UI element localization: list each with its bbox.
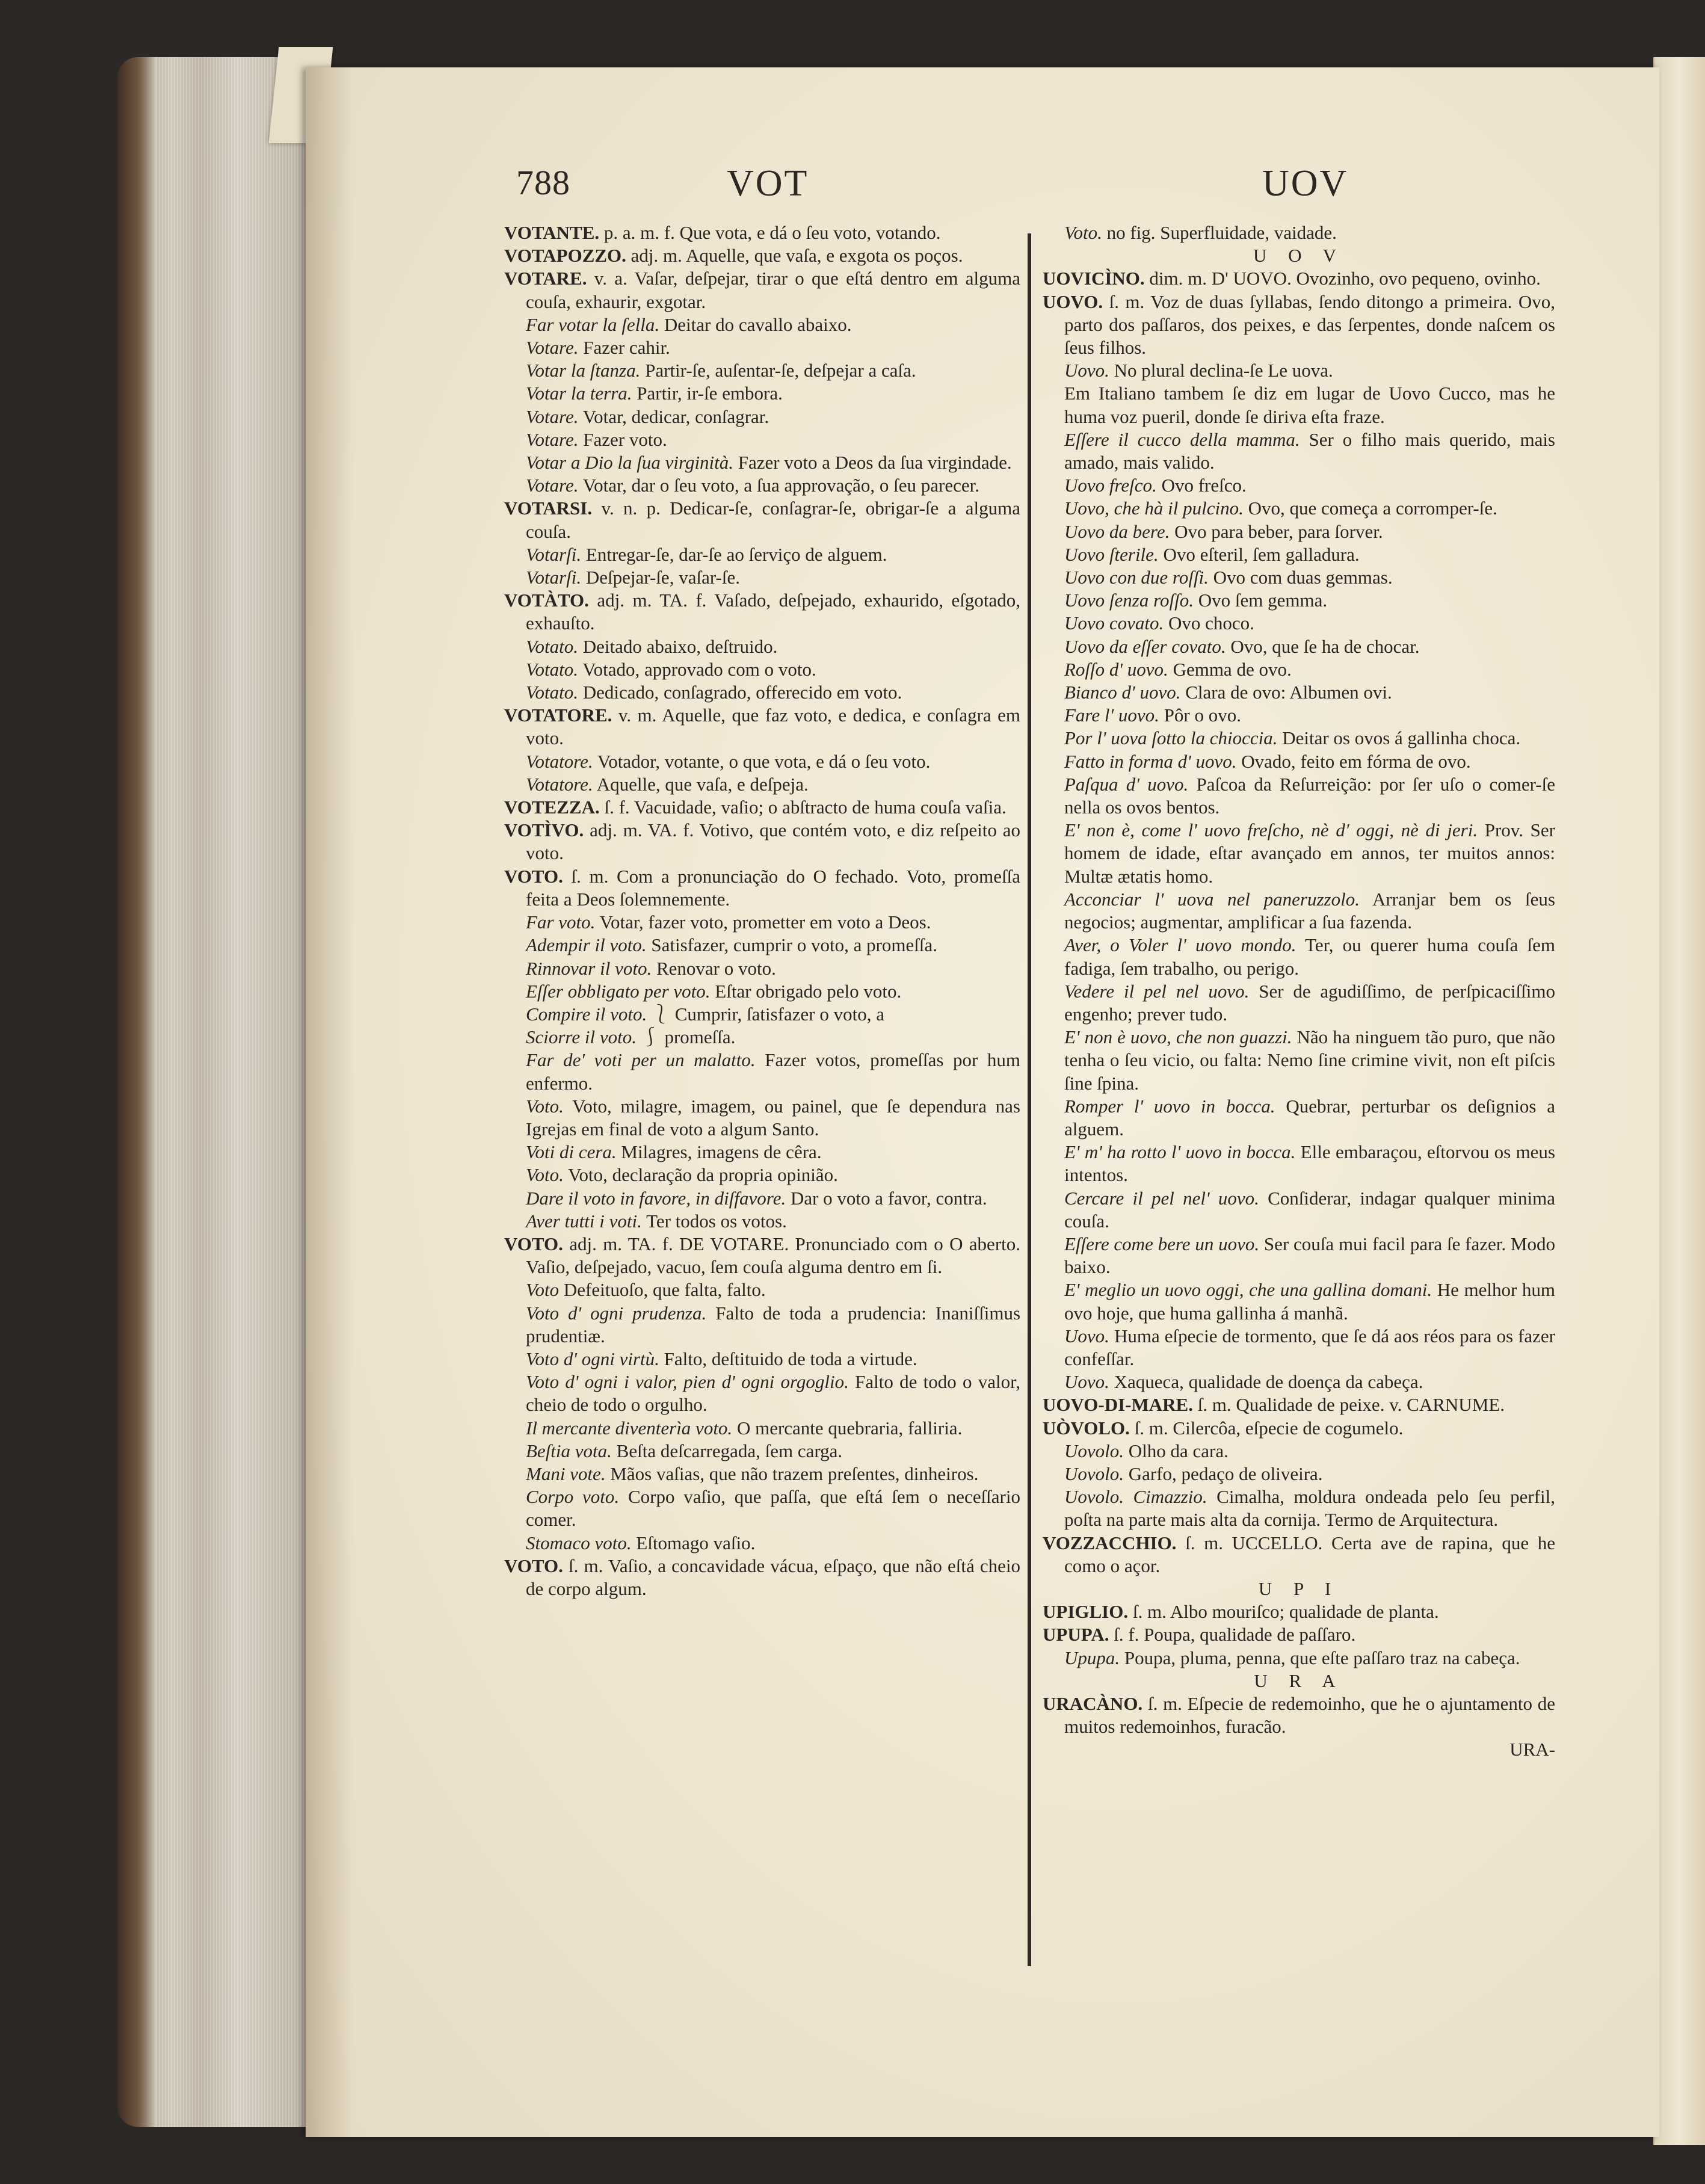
portuguese-definition: Dedicado, conſagrado, offerecido em voto. [582,682,902,703]
portuguese-definition: Ovo com duas gemmas. [1213,567,1393,588]
italian-phrase: Upupa. [1064,1647,1120,1668]
italian-phrase: Uovolo. [1064,1463,1124,1484]
sub-entry [504,1164,1020,1186]
sub-entry [1043,727,1555,750]
sub-entry [504,474,1020,497]
dictionary-entry [504,221,1020,244]
sub-entry [504,1049,1020,1094]
sub-entry [1043,359,1555,382]
catchword: URA- [1509,1739,1555,1760]
sub-entry [504,1210,1020,1233]
italian-phrase: Far voto. [526,912,596,933]
italian-phrase: Uovolo. [1064,1440,1124,1461]
italian-phrase: Voto d' ogni i valor, pien d' ogni orgoglio. [526,1371,849,1393]
dictionary-entry [504,819,1020,865]
entry-headword: VOTEZZA. [504,797,600,818]
entry-definition: ſ. m. Voz de duas ſyllabas, ſendo ditongo a primeira. Ovo, parto dos paſſaros, dos peixes, e das ſerpentes, donde naſcem os ſeus filhos. [1064,291,1556,359]
running-head-left: VOT [727,163,809,204]
italian-phrase: Uovo ſenza roſſo. [1064,590,1194,611]
entry-headword: VOTÀTO. [504,590,589,611]
entry-definition: ſ. m. Vaſio, a concavidade vácua, eſpaço, que não eſtá cheio de corpo algum. [526,1555,1020,1599]
column-divider [1028,233,1031,1966]
italian-phrase: Corpo voto. [526,1486,620,1508]
italian-phrase: Bianco d' uovo. [1064,682,1181,703]
portuguese-definition: Aquelle, que vaſa, e deſpeja. [596,773,809,795]
portuguese-definition: Arranjar bem os ſeus negocios; augmentar, amplificar a ſua fazenda. [1064,888,1555,933]
portuguese-definition: Falto de toda a prudencia: Inaniſſimus prudentiæ. [526,1302,1021,1346]
italian-phrase: Compire il voto. [526,1003,647,1025]
italian-phrase: Uovo. [1064,1325,1109,1346]
italian-phrase: Uovo. [1064,1371,1109,1393]
entry-headword: UOVICÌNO. [1043,268,1145,289]
sub-entry [1043,819,1555,888]
entry-definition: adj. m. VA. f. Votivo, que contém voto, e diz reſpeito ao voto. [526,819,1020,864]
portuguese-definition: Fazer voto a Deos da ſua virgindade. [738,452,1012,474]
section-heading: U P I [1258,1578,1340,1599]
portuguese-definition: Ovo ſem gemma. [1198,590,1328,611]
italian-phrase: Uovo. [1064,360,1109,381]
italian-phrase: Acconciar l' uova nel paneruzzolo. [1064,888,1360,910]
portuguese-definition: Fazer votos, promeſſas por hum enfermo. [526,1049,1020,1094]
portuguese-definition: Quebrar, perturbar os deſignios a alguem. [1064,1095,1556,1140]
entry-definition: p. a. m. f. Que vota, e dá o ſeu voto, votando. [603,222,941,243]
entry-headword: VOTAPOZZO. [504,245,626,267]
portuguese-definition: Beſta deſcarregada, ſem carga. [616,1440,843,1461]
entry-headword: VOTO. [504,1555,563,1576]
portuguese-definition: Falto de todo o valor, cheio de todo o orgulho. [526,1371,1020,1416]
sub-entry [504,1026,1020,1049]
sub-entry [1043,1279,1555,1324]
portuguese-definition: Corpo vaſio, que paſſa, que eſtá ſem o neceſſario comer. [526,1486,1020,1531]
page-number: 788 [516,163,570,202]
italian-phrase: Cercare il pel nel' uovo. [1064,1187,1259,1209]
sub-entry [1043,888,1555,934]
dictionary-entry [1043,1393,1555,1416]
sub-entry [504,1440,1020,1463]
sub-entry [504,980,1020,1003]
sub-entry [504,336,1020,359]
sub-entry [1043,382,1555,428]
italian-phrase: Eſſere il cucco della mamma. [1064,428,1300,450]
sub-entry [504,681,1020,704]
italian-phrase: Uovo covato. [1064,612,1164,634]
entry-headword: VOTARE. [504,268,587,289]
dictionary-entry [504,796,1020,819]
portuguese-definition: Voto, declaração da propria opinião. [568,1164,838,1186]
portuguese-definition: ⎰ promeſſa. [641,1026,736,1048]
portuguese-definition: no fig. Superfluidade, vaidade. [1106,222,1337,243]
portuguese-definition: Fazer cahir. [583,337,670,359]
sub-entry [1043,750,1555,773]
entry-definition: adj. m. TA. f. Vaſado, deſpejado, exhaurido, eſgotado, exhauſto. [526,590,1020,634]
dictionary-entry [504,244,1020,267]
italian-phrase: Por l' uova ſotto la chioccia. [1064,727,1278,749]
italian-phrase: Eſſer obbligato per voto. [526,980,711,1002]
sub-entry [504,773,1020,796]
italian-phrase: Mani vote. [526,1463,606,1484]
entry-definition: ſ. m. UCCELLO. Certa ave de rapina, que he como o açor. [1064,1532,1556,1576]
sub-entry [1043,658,1555,681]
portuguese-definition: Votador, votante, o que vota, e dá o ſeu voto. [597,750,931,772]
portuguese-definition: Ter todos os votos. [646,1210,787,1232]
portuguese-definition: He melhor hum ovo hoje, que huma gallinha á manhã. [1064,1279,1555,1324]
sub-entry [1043,428,1555,474]
section-heading: U O V [1253,245,1345,267]
italian-phrase: Uovo, che hà il pulcino. [1064,498,1244,519]
sub-entry [1043,1325,1555,1371]
portuguese-definition: ⎱ Cumprir, ſatisfazer o voto, a [651,1003,884,1025]
entry-definition: adj. m. Aquelle, que vaſa, e exgota os poços. [631,245,963,267]
italian-phrase: Uovo con due roſſi. [1064,567,1209,588]
sub-entry [1043,497,1555,520]
italian-phrase: Roſſo d' uovo. [1064,658,1168,680]
portuguese-definition: Ovo eſteril, ſem galladura. [1163,543,1360,565]
portuguese-definition: Eſtar obrigado pelo voto. [715,980,902,1002]
italian-phrase: Votar la terra. [526,383,632,404]
sub-entry [504,359,1020,382]
italian-phrase: Voto d' ogni virtù. [526,1348,659,1369]
portuguese-definition: Voto, milagre, imagem, ou painel, que ſe dependura nas Igrejas em final de voto a algum Santo. [526,1095,1020,1140]
italian-phrase: Eſſere come bere un uovo. [1064,1233,1260,1254]
portuguese-definition: Entregar-ſe, dar-ſe ao ſerviço de alguem. [585,543,887,565]
sub-entry [504,1003,1020,1026]
italian-phrase: Sciorre il voto. [526,1026,637,1048]
dictionary-entry [504,267,1020,313]
sub-entry [1043,1095,1555,1141]
sub-entry [504,1095,1020,1141]
sub-entry [504,1187,1020,1210]
dictionary-entry [504,704,1020,750]
italian-phrase: E' non è, come l' uovo freſcho, nè d' oggi, nè di jeri. [1064,819,1478,841]
sub-entry [504,313,1020,336]
book-page-edges [117,57,316,2127]
italian-phrase: Uovo freſco. [1064,475,1157,496]
entry-definition: dim. m. D' UOVO. Ovozinho, ovo pequeno, ovinho. [1149,268,1541,289]
entry-definition: ſ. m. Albo mouriſco; qualidade de planta. [1132,1601,1439,1623]
portuguese-definition: Olho da cara. [1128,1440,1229,1461]
italian-phrase: Rinnovar il voto. [526,957,652,979]
italian-phrase: Beſtia vota. [526,1440,612,1461]
portuguese-definition: Ovado, feito em fórma de ovo. [1241,750,1471,772]
portuguese-definition: Ser de agudiſſimo, de perſpicaciſſimo engenho; prever tudo. [1064,980,1556,1025]
sub-entry [1043,474,1555,497]
italian-phrase: Votare. [526,337,579,359]
entry-definition: ſ. m. Qualidade de peixe. v. CARNUME. [1197,1394,1505,1416]
portuguese-definition: Votado, approvado com o voto. [582,658,816,680]
italian-phrase: Voto. [526,1164,564,1186]
entry-headword: UÒVOLO. [1043,1417,1130,1439]
portuguese-definition: Conſiderar, indagar qualquer minima couſa. [1064,1187,1556,1232]
italian-phrase: Adempir il voto. [526,934,647,956]
sub-entry [1043,980,1555,1026]
italian-phrase: Aver, o Voler l' uovo mondo. [1064,934,1296,956]
entry-headword: UPIGLIO. [1043,1601,1129,1623]
italian-phrase: Votare. [526,406,579,427]
portuguese-definition: Ter, ou querer huma couſa ſem fadiga, ſem trabalho, ou perigo. [1064,934,1555,979]
sub-entry [1043,1233,1555,1279]
sub-entry [1043,566,1555,589]
right-column [1043,221,1555,1762]
sub-entry [504,957,1020,980]
entry-definition: v. n. p. Dedicar-ſe, conſagrar-ſe, obrigar-ſe a alguma couſa. [526,498,1021,542]
portuguese-definition: Deitar do cavallo abaixo. [664,313,852,335]
portuguese-definition: Deſpejar-ſe, vaſar-ſe. [585,567,740,588]
sub-entry [504,1485,1020,1531]
entry-definition: ſ. f. Vacuidade, vaſio; o abſtracto de huma couſa vaſia. [604,797,1007,818]
portuguese-definition: Não ha ninguem tão puro, que não tenha o ſeu vicio, ou falta: Nemo ſine crimine vivit, non eſt piſcis ſine ſpina. [1064,1026,1556,1094]
portuguese-definition: Gemma de ovo. [1173,658,1292,680]
italian-phrase: Far votar la ſella. [526,313,660,335]
sub-entry [1043,704,1555,727]
sub-entry [504,566,1020,589]
sub-entry [1043,635,1555,658]
sub-entry [1043,543,1555,566]
italian-phrase: Votatore. [526,750,593,772]
portuguese-definition: No plural declina-ſe Le uova. [1114,360,1333,381]
sub-entry [504,428,1020,451]
portuguese-definition: Ovo freſco. [1161,475,1247,496]
portuguese-definition: Falto, deſtituido de toda a virtude. [664,1348,917,1369]
italian-phrase: Vedere il pel nel uovo. [1064,980,1250,1002]
italian-phrase: Uovolo. Cimazzio. [1064,1486,1207,1508]
italian-phrase: Votare. [526,475,579,496]
sub-entry [1043,934,1555,979]
dictionary-entry [1043,1417,1555,1440]
sub-entry [504,1463,1020,1485]
portuguese-definition: Ovo para beber, para ſorver. [1174,520,1383,542]
sub-entry [504,1279,1020,1301]
entry-definition: ſ. m. Cilercôa, eſpecie de cogumelo. [1134,1417,1404,1439]
italian-phrase: Votato. [526,658,578,680]
italian-phrase: Voti di cera. [526,1141,617,1163]
italian-phrase: Votato. [526,635,578,657]
entry-definition: ſ. m. Eſpecie de redemoinho, que he o ajuntamento de muitos redemoinhos, furacão. [1064,1693,1556,1738]
entry-definition: ſ. m. Com a pronunciação do O fechado. Voto, promeſſa feita a Deos ſolemnemente. [526,865,1020,910]
portuguese-definition: Elle embaraçou, eſtorvou os meus intentos. [1064,1141,1555,1186]
portuguese-definition: Poupa, pluma, penna, que eſte paſſaro traz na cabeça. [1124,1647,1520,1668]
dictionary-entry [504,1233,1020,1279]
sub-entry [1043,773,1555,819]
dictionary-entry [1043,1623,1555,1646]
sub-entry [1043,681,1555,704]
entry-headword: UOVO-DI-MARE. [1043,1394,1193,1416]
portuguese-definition: Eſtomago vaſio. [636,1532,756,1553]
portuguese-definition: Paſcoa da Reſurreição: por ſer uſo o comer-ſe nella os ovos bentos. [1064,773,1556,818]
sub-entry [1043,1371,1555,1393]
portuguese-definition: Deitado abaixo, deſtruido. [582,635,778,657]
portuguese-definition: Pôr o ovo. [1164,705,1241,726]
dictionary-entry [1043,1532,1555,1578]
sub-entry [1043,1485,1555,1531]
portuguese-definition: Clara de ovo: Albumen ovi. [1185,682,1392,703]
portuguese-definition: Partir-ſe, auſentar-ſe, deſpejar a caſa. [645,360,916,381]
italian-phrase: Votar la ſtanza. [526,360,641,381]
portuguese-definition: Ser couſa mui facil para ſe fazer. Modo baixo. [1064,1233,1555,1278]
sub-entry [1043,1187,1555,1233]
entry-definition: v. a. Vaſar, deſpejar, tirar o que eſtá dentro em alguma couſa, exhaurir, exgotar. [526,268,1021,312]
italian-phrase: Votato. [526,682,578,703]
entry-headword: VOTO. [504,865,563,887]
facing-page-edge [1653,57,1705,2145]
dictionary-entry [504,1555,1020,1600]
sub-entry [504,1417,1020,1440]
sub-entry [504,1302,1020,1348]
entry-definition: ſ. f. Poupa, qualidade de paſſaro. [1114,1624,1356,1646]
italian-phrase: Aver tutti i voti. [526,1210,642,1232]
portuguese-definition: Fazer voto. [583,428,667,450]
portuguese-definition: Votar, dedicar, conſagrar. [582,406,769,427]
sub-entry [1043,612,1555,635]
italian-phrase: E' non è uovo, che non guazzi. [1064,1026,1292,1048]
portuguese-definition: Huma eſpecie de tormento, que ſe dá aos réos para os fazer confeſſar. [1064,1325,1555,1369]
italian-phrase: Votare. [526,428,579,450]
italian-phrase: Uovo da bere. [1064,520,1170,542]
portuguese-definition: Xaqueca, qualidade de doença da cabeça. [1114,1371,1423,1393]
dictionary-entry [1043,1692,1555,1738]
portuguese-definition: Prov. Ser homem de idade, eſtar avançado em annos, ter muitos annos: Multæ ætatis homo. [1064,819,1556,887]
entry-headword: VOTÌVO. [504,819,584,841]
italian-phrase: Fare l' uovo. [1064,705,1159,726]
italian-phrase: Votarſi. [526,567,582,588]
portuguese-definition: Ser o filho mais querido, mais amado, mais valido. [1064,428,1556,474]
dictionary-entry [1043,1600,1555,1623]
section-heading: U R A [1254,1670,1344,1691]
portuguese-definition: Deitar os ovos á gallinha choca. [1282,727,1521,749]
entry-definition: v. m. Aquelle, que faz voto, e dedica, e conſagra em voto. [526,705,1020,749]
italian-phrase: Uovo da eſſer covato. [1064,635,1226,657]
sub-entry [504,911,1020,934]
sub-entry [504,750,1020,773]
dictionary-entry [504,865,1020,911]
entry-headword: VOTO. [504,1233,563,1254]
sub-entry [1043,221,1555,244]
portuguese-definition: Defeituoſo, que falta, falto. [563,1279,766,1301]
sub-entry [504,934,1020,957]
italian-phrase: Voto. [1064,222,1102,243]
italian-phrase: Romper l' uovo in bocca. [1064,1095,1275,1117]
sub-entry [504,1141,1020,1164]
italian-phrase: Fatto in forma d' uovo. [1064,750,1237,772]
portuguese-definition: O mercante quebraria, falliria. [736,1417,963,1439]
sub-entry [1043,589,1555,612]
entry-headword: VOTARSI. [504,498,593,519]
sub-entry [1043,1647,1555,1670]
sub-entry [504,406,1020,428]
portuguese-definition: Mãos vaſias, que não trazem preſentes, dinheiros. [610,1463,979,1484]
entry-headword: VOTANTE. [504,222,600,243]
dictionary-entry [1043,291,1555,360]
italian-phrase: Votar a Dio la ſua virginità. [526,452,734,474]
dictionary-entry [504,589,1020,635]
sub-entry [1043,520,1555,543]
sub-entry [504,635,1020,658]
sub-entry [504,1348,1020,1371]
sub-entry [1043,1026,1555,1095]
entry-headword: UPUPA. [1043,1624,1109,1646]
italian-phrase: Votarſi. [526,543,582,565]
portuguese-definition: Ovo, que ſe ha de chocar. [1230,635,1420,657]
entry-headword: VOZZACCHIO. [1043,1532,1177,1553]
portuguese-definition: Dar o voto a favor, contra. [790,1187,987,1209]
italian-phrase: Il mercante diventerìa voto. [526,1417,733,1439]
italian-phrase: Stomaco voto. [526,1532,632,1553]
italian-phrase: Dare il voto in favore, in diſfavore. [526,1187,786,1209]
sub-entry [504,451,1020,474]
sub-entry [504,658,1020,681]
sub-entry [1043,1463,1555,1485]
italian-phrase: Votatore. [526,773,593,795]
italian-phrase: Voto [526,1279,560,1301]
italian-phrase: Voto d' ogni prudenza. [526,1302,707,1324]
italian-phrase: E' meglio un uovo oggi, che una gallina domani. [1064,1279,1432,1301]
entry-headword: URACÀNO. [1043,1693,1143,1714]
sub-entry [504,382,1020,405]
dictionary-entry [504,497,1020,543]
portuguese-definition: Garfo, pedaço de oliveira. [1128,1463,1323,1484]
italian-phrase: Uovo ſterile. [1064,543,1159,565]
sub-entry [1043,1141,1555,1186]
sub-entry [504,1371,1020,1416]
italian-phrase: Far de' voti per un malatto. [526,1049,756,1071]
portuguese-definition: Em Italiano tambem ſe diz em lugar de Uovo Cucco, mas he huma voz pueril, donde ſe diriva eſta fraze. [1064,383,1555,427]
portuguese-definition: Milagres, imagens de cêra. [621,1141,822,1163]
italian-phrase: E' m' ha rotto l' uovo in bocca. [1064,1141,1296,1163]
running-head-right: UOV [1262,163,1349,204]
portuguese-definition: Satisfazer, cumprir o voto, a promeſſa. [651,934,938,956]
portuguese-definition: Renovar o voto. [656,957,776,979]
portuguese-definition: Votar, fazer voto, prometter em voto a Deos. [599,912,931,933]
gutter-shadow [306,67,354,2137]
entry-headword: UOVO. [1043,291,1103,312]
portuguese-definition: Cimalha, moldura ondeada pelo ſeu perfil, poſta na parte mais alta da cornija. Termo de Arquitectura. [1064,1486,1556,1531]
sub-entry [1043,1440,1555,1463]
sub-entry [504,543,1020,566]
left-column [504,221,1020,1600]
portuguese-definition: Partir, ir-ſe embora. [637,383,783,404]
dictionary-entry [1043,267,1555,290]
entry-headword: VOTATORE. [504,705,612,726]
portuguese-definition: Ovo choco. [1168,612,1254,634]
portuguese-definition: Ovo, que começa a corromper-ſe. [1248,498,1497,519]
entry-definition: adj. m. TA. f. DE VOTARE. Pronunciado com o O aberto. Vaſio, deſpejado, vacuo, ſem couſa alguma dentro em ſi. [526,1233,1021,1278]
italian-phrase: Paſqua d' uovo. [1064,773,1189,795]
italian-phrase: Voto. [526,1095,564,1117]
portuguese-definition: Votar, dar o ſeu voto, a ſua approvação, o ſeu parecer. [582,475,979,496]
sub-entry [504,1532,1020,1555]
